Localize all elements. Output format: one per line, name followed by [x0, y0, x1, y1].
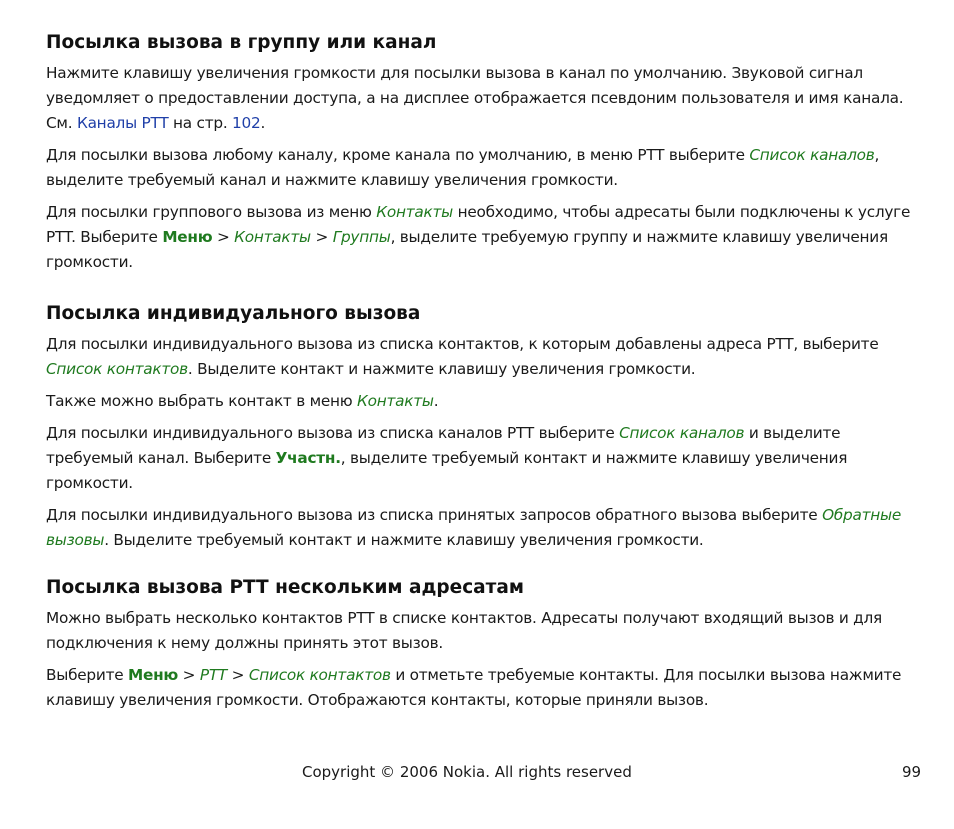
- text-run: и отметьте требуемые контакты. Для посылки вызова нажмите клавишу увеличения громкости. Отображаются контакты, которые приняли вызов.: [46, 666, 902, 709]
- text-run: .: [260, 114, 266, 132]
- ui-term: Список каналов: [749, 146, 875, 164]
- text-run: Нажмите клавишу увеличения громкости для посылки вызова в канал по умолчанию. Звуковой сигнал уведомляет о предоставлении доступа, а на дисплее отображается псевдоним пользователя и имя канала. См.: [46, 64, 904, 132]
- text-run: Для посылки вызова любому каналу, кроме канала по умолчанию, в меню PTT выберите: [46, 146, 750, 164]
- path-separator: >: [212, 228, 235, 246]
- ui-term: PTT: [199, 666, 228, 684]
- ui-term: Контакты: [376, 203, 453, 221]
- section-heading: Посылка вызова в группу или канал: [46, 32, 437, 53]
- text-run: Для посылки индивидуального вызова из списка принятых запросов обратного вызова выберите: [46, 506, 823, 524]
- paragraph: Можно выбрать несколько контактов PTT в списке контактов. Адресаты получают входящий вызов и для подключения к нему должны принять этот вызов.: [46, 609, 882, 652]
- ui-term: Список каналов: [619, 424, 745, 442]
- ui-term: Контакты: [234, 228, 311, 246]
- menu-command: Участн.: [275, 449, 341, 467]
- path-separator: >: [310, 228, 333, 246]
- copyright-text: Copyright © 2006 Nokia. All rights reserved: [302, 763, 632, 781]
- paragraph: [46, 421, 916, 496]
- page-footer: [0, 761, 954, 783]
- ui-term: Список контактов: [46, 360, 188, 378]
- page-number: 99: [902, 763, 922, 781]
- paragraph: [46, 143, 916, 193]
- path-separator: >: [227, 666, 249, 684]
- text-run: необходимо, чтобы адресаты были подключены к услуге PTT. Выберите: [46, 203, 911, 246]
- paragraph: [46, 503, 916, 553]
- paragraph: [46, 389, 916, 414]
- document-page: [46, 30, 916, 720]
- ui-term: Список контактов: [248, 666, 391, 684]
- text-run: и выделите требуемый канал. Выберите: [46, 424, 841, 467]
- text-run: , выделите требуемый контакт и нажмите клавишу увеличения громкости.: [46, 449, 848, 492]
- text-run: . Выделите контакт и нажмите клавишу увеличения громкости.: [187, 360, 696, 378]
- ui-term: Контакты: [357, 392, 434, 410]
- section-multi-call: [46, 575, 916, 713]
- text-run: Выберите: [46, 666, 129, 684]
- text-run: , выделите требуемую группу и нажмите клавишу увеличения громкости.: [46, 228, 888, 271]
- text-run: .: [433, 392, 439, 410]
- link-page-number[interactable]: 102: [232, 114, 261, 132]
- path-separator: >: [178, 666, 200, 684]
- section-heading: Посылка индивидуального вызова: [46, 303, 421, 324]
- paragraph: [46, 61, 916, 136]
- text-run: , выделите требуемый канал и нажмите клавишу увеличения громкости.: [46, 146, 880, 189]
- text-run: Также можно выбрать контакт в меню: [46, 392, 358, 410]
- paragraph: [46, 663, 916, 713]
- section-heading: Посылка вызова PTT нескольким адресатам: [46, 577, 524, 598]
- ui-term: Группы: [332, 228, 391, 246]
- paragraph: [46, 200, 916, 275]
- menu-command: Меню: [128, 666, 179, 684]
- menu-command: Меню: [162, 228, 213, 246]
- section-group-call: [46, 30, 916, 275]
- link-ptt-channels[interactable]: Каналы PTT: [76, 114, 169, 132]
- paragraph: [46, 332, 916, 382]
- text-run: . Выделите требуемый контакт и нажмите клавишу увеличения громкости.: [104, 531, 704, 549]
- text-run: Для посылки индивидуального вызова из списка контактов, к которым добавлены адреса PTT, выберите: [46, 335, 879, 353]
- text-run: Для посылки индивидуального вызова из списка каналов PTT выберите: [46, 424, 620, 442]
- text-run: на стр.: [168, 114, 233, 132]
- section-individual-call: [46, 301, 916, 553]
- text-run: Для посылки группового вызова из меню: [46, 203, 377, 221]
- ui-term: Обратные вызовы: [46, 506, 902, 549]
